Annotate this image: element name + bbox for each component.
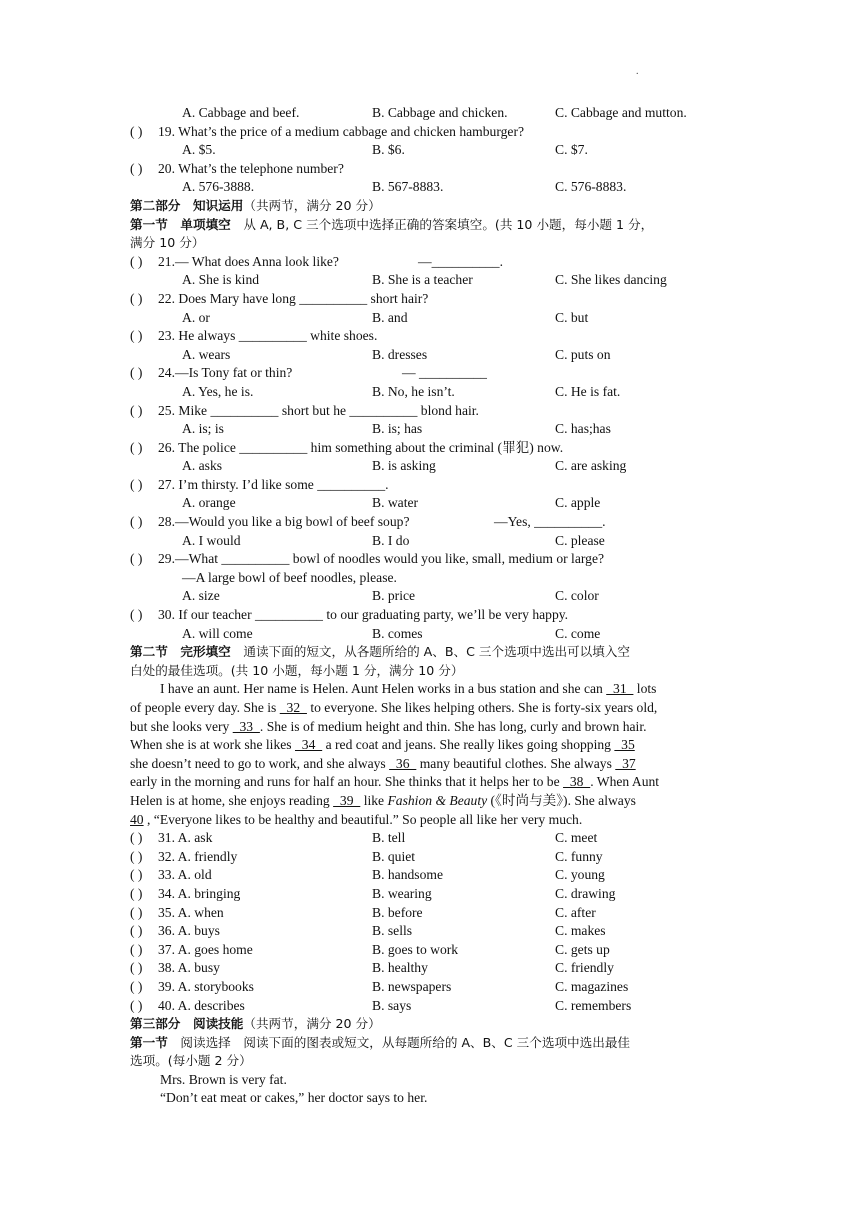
blank-35: 35 bbox=[614, 737, 635, 753]
option-a: A. asks bbox=[182, 458, 223, 474]
answer-paren[interactable]: ( ) bbox=[130, 830, 143, 846]
mcq-22 bbox=[130, 290, 730, 327]
answer-paren[interactable]: ( ) bbox=[130, 551, 143, 567]
answer-paren[interactable]: ( ) bbox=[130, 328, 143, 344]
option-c: C. puts on bbox=[555, 346, 611, 362]
mcq-25 bbox=[130, 402, 730, 439]
blank-36: 36 bbox=[389, 755, 417, 771]
section3-instruction-cont: 选项。(每小题 2 分） bbox=[130, 1053, 252, 1069]
option-c: C. Cabbage and mutton. bbox=[555, 105, 687, 120]
part3-heading bbox=[130, 1015, 730, 1034]
passage-line: When she is at work she likes 34 a red coat and jeans. She really likes going shopping 35 bbox=[130, 737, 635, 753]
answer-paren[interactable]: ( ) bbox=[130, 923, 143, 939]
answer-paren[interactable]: ( ) bbox=[130, 290, 143, 306]
option-a: A. or bbox=[182, 309, 210, 325]
reply-text: —Yes, __________. bbox=[494, 514, 606, 530]
option-b: B. comes bbox=[372, 625, 423, 641]
option-c: C. color bbox=[555, 588, 599, 604]
question-text: 25. Mike __________ short but he __________ blond hair. bbox=[158, 402, 479, 418]
option-a: A. She is kind bbox=[182, 272, 260, 288]
option-b: B. dresses bbox=[372, 346, 428, 362]
option-b: B. Cabbage and chicken. bbox=[372, 105, 508, 120]
option-a: A. Yes, he is. bbox=[182, 383, 254, 399]
section1-instruction-cont: 满分 10 分） bbox=[130, 235, 205, 251]
blank-39: 39 bbox=[333, 792, 361, 808]
answer-paren[interactable]: ( ) bbox=[130, 514, 143, 530]
cloze-row: ( ) 31. A. ask B. tell C. meet bbox=[130, 829, 730, 848]
exam-content bbox=[130, 104, 730, 1108]
mcq-26 bbox=[130, 439, 730, 476]
cloze-row: ( ) 34. A. bringing B. wearing C. drawing bbox=[130, 885, 730, 904]
question-text: 26. The police __________ him something about the criminal (罪犯) now. bbox=[158, 439, 564, 455]
mcq-24 bbox=[130, 364, 730, 401]
blank-33: 33 bbox=[232, 718, 260, 734]
option-a: A. I would bbox=[182, 532, 241, 548]
question-text: 28.—Would you like a big bowl of beef soup? bbox=[158, 514, 410, 530]
cloze-row: ( ) 40. A. describes B. says C. remembers bbox=[130, 997, 730, 1016]
reading-line: “Don’t eat meat or cakes,” her doctor says to her. bbox=[160, 1090, 428, 1106]
passage-line: I have an aunt. Her name is Helen. Aunt Helen works in a bus station and she can 31 lots bbox=[160, 681, 657, 697]
q18-options bbox=[130, 104, 730, 123]
cloze-row: ( ) 38. A. busy B. healthy C. friendly bbox=[130, 959, 730, 978]
question-text: 24.—Is Tony fat or thin? bbox=[158, 365, 293, 381]
question-text: 19. What’s the price of a medium cabbage and chicken hamburger? bbox=[158, 123, 525, 139]
passage-line: she doesn’t need to go to work, and she always 36 many beautiful clothes. She always 37 bbox=[130, 755, 636, 771]
answer-paren[interactable]: ( ) bbox=[130, 941, 143, 957]
section1-instruction: 从 A, B, C 三个选项中选择正确的答案填空。(共 10 小题，每小题 1 分， bbox=[230, 216, 654, 232]
answer-paren[interactable]: ( ) bbox=[130, 160, 143, 176]
option-c: C. He is fat. bbox=[555, 383, 621, 399]
q20-options bbox=[130, 178, 730, 197]
passage-line: early in the morning and runs for half an hour. She thinks that it helps her to be 38 . When Aunt bbox=[130, 774, 660, 790]
option-a: A. wears bbox=[182, 346, 231, 362]
section3-instruction: 阅读选择 阅读下面的图表或短文，从每题所给的 A、B、C 三个选项中选出最佳 bbox=[167, 1034, 631, 1050]
section1-heading bbox=[130, 216, 730, 235]
question-text: 21.— What does Anna look like? bbox=[158, 253, 339, 269]
answer-paren[interactable]: ( ) bbox=[130, 867, 143, 883]
option-b: B. No, he isn’t. bbox=[372, 383, 455, 399]
option-b: B. 567-8883. bbox=[372, 179, 444, 195]
mcq-28 bbox=[130, 513, 730, 550]
blank-38: 38 bbox=[563, 774, 591, 790]
option-c: C. but bbox=[555, 309, 589, 325]
mcq-29 bbox=[130, 550, 730, 606]
header-dot: . bbox=[636, 66, 639, 77]
question-20 bbox=[130, 160, 730, 179]
answer-paren[interactable]: ( ) bbox=[130, 960, 143, 976]
option-a: A. 576-3888. bbox=[182, 179, 255, 195]
cloze-row: ( ) 39. A. storybooks B. newspapers C. magazines bbox=[130, 978, 730, 997]
option-c: C. apple bbox=[555, 495, 601, 511]
cloze-row: ( ) 35. A. when B. before C. after bbox=[130, 904, 730, 923]
option-a: A. will come bbox=[182, 625, 253, 641]
question-text: 30. If our teacher __________ to our graduating party, we’ll be very happy. bbox=[158, 607, 569, 623]
cloze-row: ( ) 36. A. buys B. sells C. makes bbox=[130, 922, 730, 941]
section2-instruction-cont: 白处的最佳选项。(共 10 小题，每小题 1 分，满分 10 分） bbox=[130, 662, 464, 678]
reply-text: —A large bowl of beef noodles, please. bbox=[182, 569, 397, 585]
option-c: C. She likes dancing bbox=[555, 272, 667, 288]
answer-paren[interactable]: ( ) bbox=[130, 402, 143, 418]
option-a: A. Cabbage and beef. bbox=[182, 105, 300, 120]
magazine-title: Fashion & Beauty bbox=[387, 792, 488, 808]
option-c: C. 576-8883. bbox=[555, 179, 627, 195]
option-b: B. is; has bbox=[372, 421, 423, 437]
answer-paren[interactable]: ( ) bbox=[130, 848, 143, 864]
mcq-23 bbox=[130, 327, 730, 364]
answer-paren[interactable]: ( ) bbox=[130, 439, 143, 455]
option-b: B. and bbox=[372, 309, 408, 325]
section2-instruction: 通读下面的短文，从各题所给的 A、B、C 三个选项中选出可以填入空 bbox=[230, 644, 631, 660]
answer-paren[interactable]: ( ) bbox=[130, 904, 143, 920]
passage-line: Helen is at home, she enjoys reading 39 like Fashion & Beauty (《时尚与美》). She always bbox=[130, 792, 636, 808]
reply-text: — __________ bbox=[402, 365, 487, 381]
blank-32: 32 bbox=[279, 700, 307, 715]
option-c: C. $7. bbox=[555, 142, 588, 158]
passage-line: of people every day. She is 32 to everyone. She likes helping others. She is forty-six years old, bbox=[130, 700, 658, 715]
blank-37: 37 bbox=[615, 755, 636, 771]
mcq-30 bbox=[130, 606, 730, 643]
option-b: B. She is a teacher bbox=[372, 272, 473, 288]
option-a: A. size bbox=[182, 588, 220, 604]
answer-paren[interactable]: ( ) bbox=[130, 978, 143, 994]
option-b: B. price bbox=[372, 588, 416, 604]
option-b: B. water bbox=[372, 495, 419, 511]
part3-title: 第三部分 阅读技能 bbox=[130, 1016, 244, 1032]
section1-title: 第一节 单项填空 bbox=[130, 216, 231, 232]
section3-title: 第一节 bbox=[130, 1034, 168, 1050]
option-b: B. $6. bbox=[372, 142, 405, 158]
option-c: C. come bbox=[555, 625, 601, 641]
cloze-options bbox=[130, 829, 730, 1015]
part2-title: 第二部分 知识运用 bbox=[130, 197, 244, 213]
section2-heading bbox=[130, 643, 730, 662]
question-text: 22. Does Mary have long __________ short hair? bbox=[158, 290, 429, 306]
blank-34: 34 bbox=[294, 737, 323, 753]
cloze-row: ( ) 33. A. old B. handsome C. young bbox=[130, 866, 730, 885]
answer-paren[interactable]: ( ) bbox=[130, 997, 143, 1013]
option-c: C. please bbox=[555, 532, 605, 548]
mcq-21 bbox=[130, 253, 730, 290]
section2-title: 第二节 完形填空 bbox=[130, 644, 231, 660]
answer-paren[interactable]: ( ) bbox=[130, 365, 143, 381]
reply-text: —__________. bbox=[418, 253, 503, 269]
question-text: 27. I’m thirsty. I’d like some __________. bbox=[158, 476, 389, 492]
blank-40: 40 bbox=[130, 811, 144, 827]
blank-31: 31 bbox=[606, 681, 634, 697]
option-c: C. has;has bbox=[555, 421, 611, 437]
option-a: A. $5. bbox=[182, 142, 216, 158]
question-text: 29.—What __________ bowl of noodles would you like, small, medium or large? bbox=[158, 551, 605, 567]
answer-paren[interactable]: ( ) bbox=[130, 476, 143, 492]
section3-heading bbox=[130, 1034, 730, 1053]
answer-paren[interactable]: ( ) bbox=[130, 607, 143, 623]
reading-line: Mrs. Brown is very fat. bbox=[160, 1071, 287, 1087]
cloze-row: ( ) 37. A. goes home B. goes to work C. gets up bbox=[130, 941, 730, 960]
part3-note: （共两节，满分 20 分） bbox=[243, 1016, 381, 1032]
option-c: C. are asking bbox=[555, 458, 627, 474]
answer-paren[interactable]: ( ) bbox=[130, 123, 143, 139]
part2-heading bbox=[130, 197, 730, 216]
option-a: A. is; is bbox=[182, 421, 224, 437]
mcq-27 bbox=[130, 476, 730, 513]
answer-paren[interactable]: ( ) bbox=[130, 885, 143, 901]
question-text: 23. He always __________ white shoes. bbox=[158, 328, 378, 344]
answer-paren[interactable]: ( ) bbox=[130, 253, 143, 269]
option-b: B. is asking bbox=[372, 458, 436, 474]
option-a: A. orange bbox=[182, 495, 236, 511]
cloze-row: ( ) 32. A. friendly B. quiet C. funny bbox=[130, 848, 730, 867]
question-text: 20. What’s the telephone number? bbox=[158, 160, 344, 176]
question-19 bbox=[130, 123, 730, 142]
passage-line: but she looks very 33 . She is of medium height and thin. She has long, curly and brown hair. bbox=[130, 718, 647, 734]
q19-options bbox=[130, 141, 730, 160]
part2-note: （共两节，满分 20 分） bbox=[243, 197, 381, 213]
passage-line: 40 , “Everyone likes to be healthy and beautiful.” So people all like her very much. bbox=[130, 811, 583, 827]
option-b: B. I do bbox=[372, 532, 410, 548]
